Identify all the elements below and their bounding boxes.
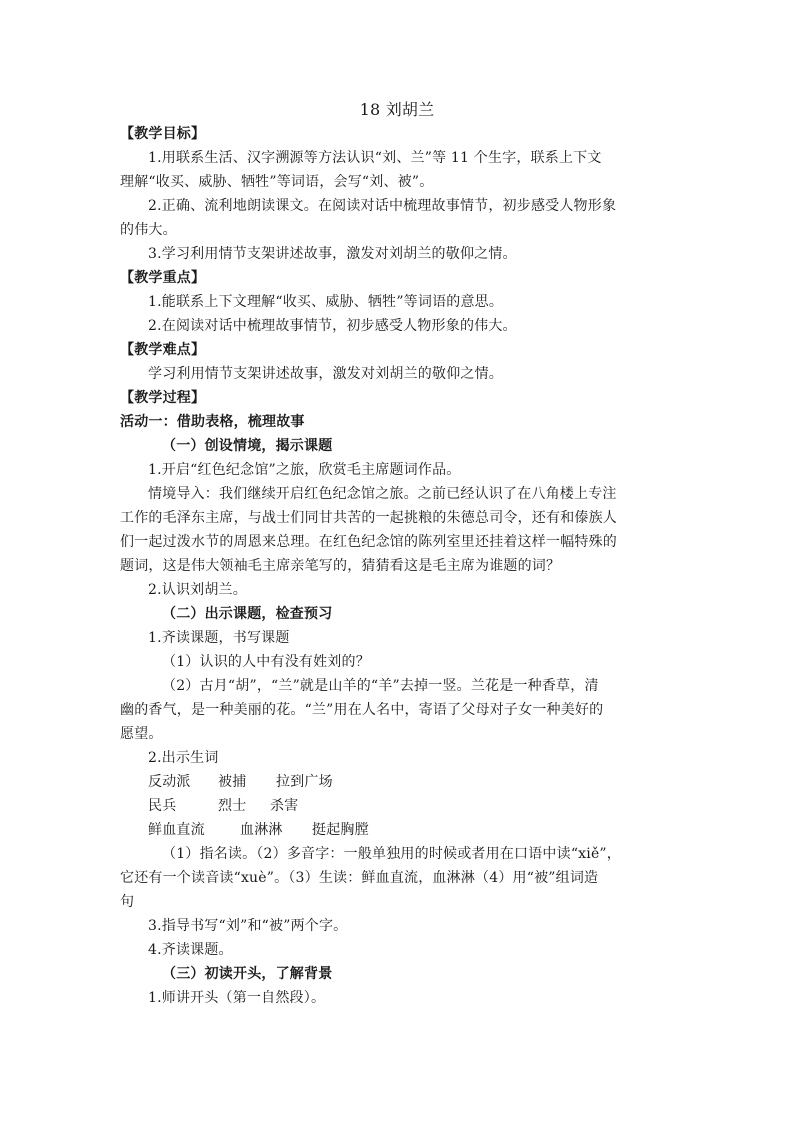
paragraph: 1.能联系上下文理解“收买、威胁、牺牲”等词语的意思。: [148, 294, 504, 310]
vocab-word: 反动派: [148, 774, 191, 790]
paragraph: 2.认识刘胡兰。: [148, 582, 247, 598]
heading-teaching-process: 【教学过程】: [120, 390, 206, 406]
paragraph: 3.学习利用情节支架讲述故事，激发对刘胡兰的敬仰之情。: [148, 246, 517, 262]
paragraph: 幽的香气，是一种美丽的花。“兰”用在人名中，寄语了父母对子女一种美好的: [120, 702, 604, 718]
paragraph: 们一起过泼水节的周恩来总理。在红色纪念馆的陈列室里还挂着这样一幅特殊的: [120, 534, 617, 550]
paragraph: 的伟大。: [120, 222, 177, 238]
vocab-word: 杀害: [270, 798, 299, 814]
paragraph: （1）认识的人中有没有姓刘的？: [162, 654, 370, 670]
vocab-word: 被捕: [218, 774, 247, 790]
paragraph: 2.在阅读对话中梳理故事情节，初步感受人物形象的伟大。: [148, 318, 517, 334]
paragraph: 1.开启“红色纪念馆”之旅，欣赏毛主席题词作品。: [148, 462, 461, 478]
paragraph: 2.出示生词: [148, 750, 219, 766]
vocab-word: 民兵: [148, 798, 177, 814]
vocab-word: 血淋淋: [240, 822, 283, 838]
paragraph: （2）古月“胡”，“兰”就是山羊的“羊”去掉一竖。兰花是一种香草，清: [162, 678, 599, 694]
subsection-heading: （二）出示课题，检查预习: [162, 606, 333, 622]
activity-heading: 活动一：借助表格，梳理故事: [120, 414, 305, 430]
subsection-heading: （三）初读开头，了解背景: [162, 966, 333, 982]
vocab-row: [148, 770, 680, 794]
paragraph: 愿望。: [120, 726, 163, 742]
vocab-word: 鲜血直流: [148, 822, 205, 838]
paragraph: 1.用联系生活、汉字溯源等方法认识“刘、兰”等 11 个生字，联系上下文: [148, 150, 602, 166]
heading-key-points: 【教学重点】: [120, 270, 206, 286]
paragraph: 题词，这是伟大领袖毛主席亲笔写的，猜猜看这是毛主席为谁题的词？: [120, 558, 561, 574]
paragraph: 情境导入：我们继续开启红色纪念馆之旅。之前已经认识了在八角楼上专注: [148, 486, 617, 502]
paragraph: （1）指名读。（2）多音字：一般单独用的时候或者用在口语中读“xiě”，: [162, 846, 621, 862]
vocab-word: 拉到广场: [276, 774, 333, 790]
paragraph: 句: [120, 894, 135, 910]
heading-difficulty: 【教学难点】: [120, 342, 206, 358]
heading-teaching-goals: 【教学目标】: [120, 126, 206, 142]
vocab-row: [148, 794, 680, 818]
vocab-word: 烈士: [218, 798, 247, 814]
paragraph: 3.指导书写“刘”和“被”两个字。: [148, 918, 348, 934]
paragraph: 1.齐读课题，书写课题: [148, 630, 290, 646]
paragraph: 4.齐读课题。: [148, 942, 233, 958]
paragraph: 理解“收买、威胁、牺牲”等词语，会写“刘、被”。: [120, 174, 434, 190]
page-title: 18 刘胡兰: [359, 100, 435, 119]
paragraph: 1.师讲开头（第一自然段）。: [148, 990, 326, 1006]
vocab-word: 挺起胸膛: [312, 822, 369, 838]
subsection-heading: （一）创设情境，揭示课题: [162, 438, 333, 454]
paragraph: 它还有一个读音读“xuè”。（3）生读：鲜血直流，血淋淋（4）用“被”组词造: [120, 870, 599, 886]
paragraph: 2.正确、流利地朗读课文。在阅读对话中梳理故事情节，初步感受人物形象: [148, 198, 617, 214]
paragraph: 工作的毛泽东主席，与战士们同甘共苦的一起挑粮的朱德总司令，还有和傣族人: [120, 510, 617, 526]
paragraph: 学习利用情节支架讲述故事，激发对刘胡兰的敬仰之情。: [148, 366, 503, 382]
vocab-row: [148, 818, 680, 842]
